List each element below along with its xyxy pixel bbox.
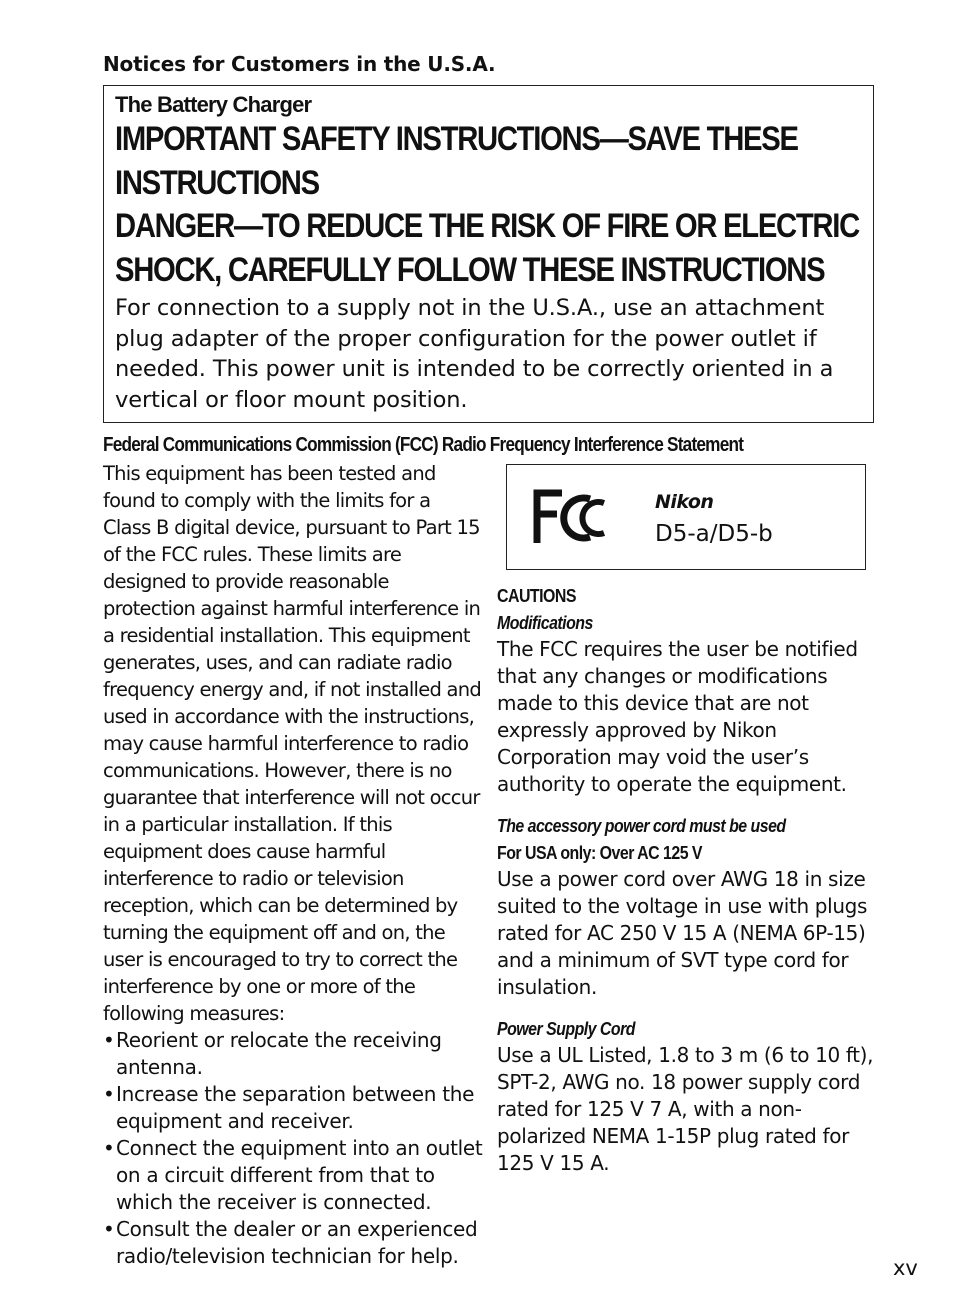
fcc-label-box [506,464,866,570]
power-supply-heading: Power Supply Cord [497,1018,635,1039]
notices-title: Notices for Customers in the U.S.A. [103,52,496,76]
safety-heading-line-2: INSTRUCTIONS [115,164,319,202]
power-cord-subheading: For USA only: Over AC 125 V [497,842,703,863]
charger-subtitle: The Battery Charger [115,92,312,117]
fcc-logo-icon [532,489,622,547]
fcc-heading: Federal Communications Commission (FCC) Radio Frequency Interference Statement [103,434,744,456]
list-item: • Connect the equipment into an outlet on a circuit different from that to which the receiver is connected. [103,1135,483,1216]
battery-charger-box [103,85,874,423]
power-supply-text: Use a UL Listed, 1.8 to 3 m (6 to 10 ft), SPT-2, AWG no. 18 power supply cord rated for 125 V 7 A, with a non-polarized NEMA 1-15P plug rated for 125 V 15 A. [497,1043,874,1175]
safety-heading-line-1: IMPORTANT SAFETY INSTRUCTIONS—SAVE THESE [115,120,798,158]
cautions-column [497,582,877,1177]
page-number: xv [893,1256,918,1280]
modifications-text: The FCC requires the user be notified that any changes or modifications made to this device that are not expressly approved by Nikon Corporation may void the user’s authority to operate the equipment. [497,637,858,796]
list-item: • Reorient or relocate the receiving antenna. [103,1027,483,1081]
power-cord-heading: The accessory power cord must be used [497,815,786,836]
fcc-statement-body: This equipment has been tested and found to comply with the limits for a Class B digital device, pursuant to Part 15 of the FCC rules. These limits are designed to provide reasonable protection against harmful interference in a residential installation. This equipment generates, uses, and can radiate radio frequency energy and, if not installed and used in accordance with the instructions, may cause harmful interference to radio communications. However, there is no guarantee that interference will not occur in a particular installation. If this equipment does cause harmful interference to radio or television reception, which can be determined by turning the equipment off and on, the user is encouraged to try to correct the interference by one or more of the following measures: [103,462,481,1025]
model-number: D5-a/D5-b [655,521,773,547]
fcc-measures-list [103,1027,483,1270]
fcc-statement-column [103,460,483,1270]
cautions-heading: CAUTIONS [497,585,576,606]
list-item: • Consult the dealer or an experienced radio/television technician for help. [103,1216,483,1270]
charger-paragraph: For connection to a supply not in the U.S.A., use an attachment plug adapter of the proper configuration for the power outlet if needed. This power unit is intended to be correctly oriented in a vertical or floor mount position. [115,295,834,413]
modifications-heading: Modifications [497,612,593,633]
power-cord-text: Use a power cord over AWG 18 in size suited to the voltage in use with plugs rated for AC 250 V 15 A (NEMA 6P-15) and a minimum of SVT type cord for insulation. [497,867,868,999]
danger-heading-line-1: DANGER—TO REDUCE THE RISK OF FIRE OR ELECTRIC [115,207,859,245]
list-item: • Increase the separation between the equipment and receiver. [103,1081,483,1135]
nikon-brand: Nikon [655,491,714,513]
danger-heading-line-2: SHOCK, CAREFULLY FOLLOW THESE INSTRUCTIONS [115,251,825,289]
